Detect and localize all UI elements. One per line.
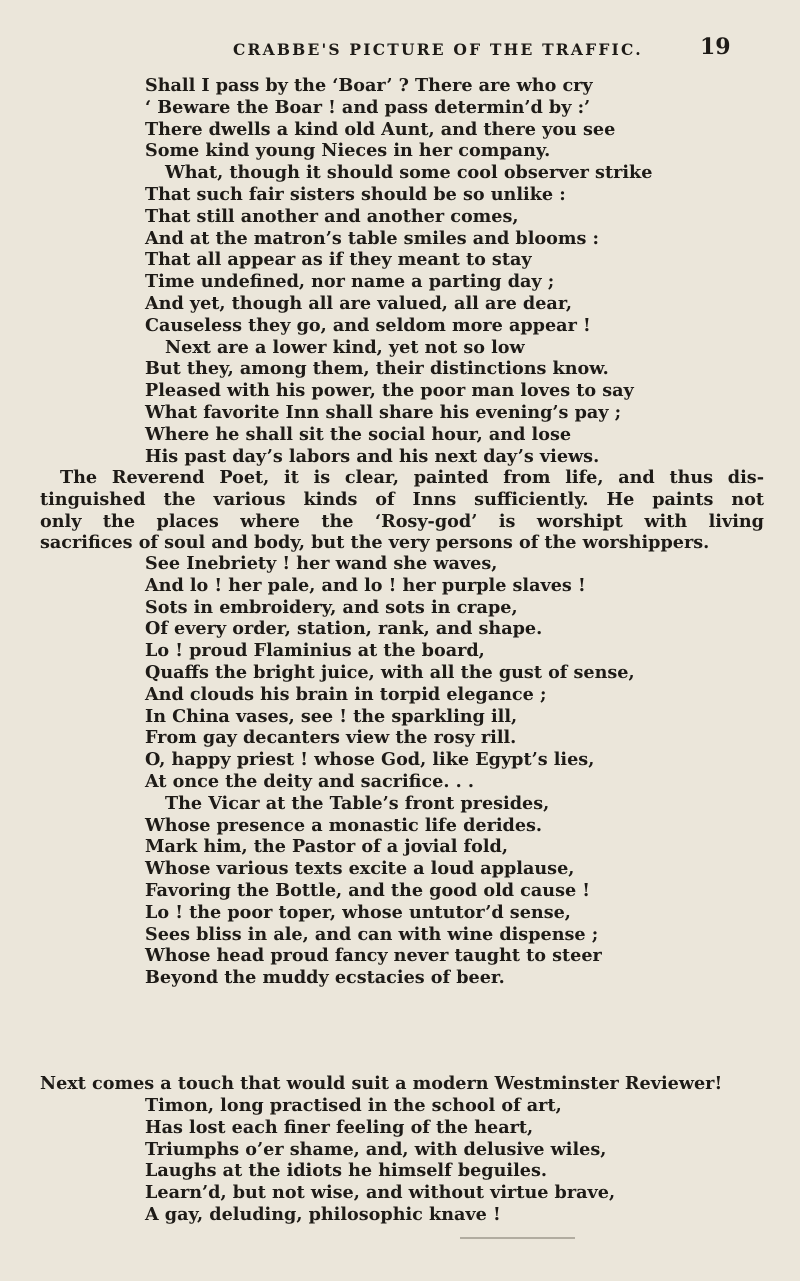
poem-line: Sees bliss in ale, and can with wine dispense ; — [145, 923, 599, 945]
poem-line: Favoring the Bottle, and the good old cause ! — [145, 879, 591, 901]
poem-line: Lo ! the poor toper, whose untutor’d sense, — [145, 901, 571, 923]
poem-line: What favorite Inn shall share his evening’s pay ; — [145, 401, 622, 423]
poem-line: Shall I pass by the ‘Boar’ ? There are who cry — [145, 75, 593, 96]
poem-line: That all appear as if they meant to stay — [145, 249, 532, 271]
poem-stanza-inebriety — [145, 553, 635, 989]
poem-line: See Inebriety ! her wand she waves, — [145, 553, 498, 574]
poem-line: O, happy priest ! whose God, like Egypt’s lies, — [145, 749, 595, 771]
poem-line: There dwells a kind old Aunt, and there you see — [145, 118, 616, 140]
poem-line: Triumphs o’er shame, and, with delusive wiles, — [145, 1138, 607, 1160]
poem-line: But they, among them, their distinctions know. — [145, 358, 609, 380]
poem-line: Of every order, station, rank, and shape. — [145, 618, 543, 640]
poem-line: Quaffs the bright juice, with all the gust of sense, — [145, 661, 635, 683]
prose-line: only the places where the ‘Rosy-god’ is worshipt with living — [40, 510, 764, 532]
poem-line: Whose presence a monastic life derides. — [145, 814, 543, 836]
prose-paragraph-commentary — [40, 467, 764, 554]
prose-line: sacrifices of soul and body, but the very persons of the worshippers. — [40, 532, 710, 554]
page-number: 19 — [700, 34, 731, 60]
poem-line: And lo ! her pale, and lo ! her purple slaves ! — [145, 574, 586, 596]
poem-line: Whose head proud fancy never taught to steer — [145, 945, 602, 967]
end-rule — [460, 1237, 575, 1239]
poem-line: And clouds his brain in torpid elegance ; — [145, 683, 547, 705]
poem-line: The Vicar at the Table’s front presides, — [165, 792, 550, 814]
poem-line: Mark him, the Pastor of a jovial fold, — [145, 836, 508, 858]
poem-line: Beyond the muddy ecstacies of beer. — [145, 967, 505, 989]
poem-line: Time undefined, nor name a parting day ; — [145, 271, 555, 293]
poem-line: Laughs at the idiots he himself beguiles. — [145, 1160, 547, 1182]
poem-line: That still another and another comes, — [145, 205, 519, 227]
poem-stanza-inns — [145, 75, 652, 467]
poem-line: Lo ! proud Flaminius at the board, — [145, 640, 485, 662]
prose-line: The Reverend Poet, it is clear, painted from life, and thus dis- — [60, 467, 764, 488]
poem-line: Next are a lower kind, yet not so low — [165, 336, 525, 358]
poem-line: Timon, long practised in the school of art, — [145, 1095, 562, 1116]
prose-line: tinguished the various kinds of Inns sufficiently. He paints not — [40, 488, 764, 510]
poem-line: That such fair sisters should be so unlike : — [145, 183, 566, 205]
poem-line: Has lost each finer feeling of the heart, — [145, 1116, 534, 1138]
poem-line: Causeless they go, and seldom more appear ! — [145, 314, 591, 336]
poem-line: And at the matron’s table smiles and blooms : — [145, 227, 600, 249]
poem-line: ‘ Beware the Boar ! and pass determin’d by :’ — [145, 96, 591, 118]
poem-stanza-timon — [145, 1095, 615, 1226]
poem-line: In China vases, see ! the sparkling ill, — [145, 705, 518, 727]
prose-paragraph-transition — [40, 1073, 764, 1095]
running-title: CRABBE'S PICTURE OF THE TRAFFIC. — [233, 40, 643, 59]
poem-line: Pleased with his power, the poor man loves to say — [145, 380, 634, 402]
poem-line: Whose various texts excite a loud applause, — [145, 858, 575, 880]
poem-line: What, though it should some cool observer strike — [165, 162, 653, 184]
page-header — [0, 34, 800, 64]
poem-line: Some kind young Nieces in her company. — [145, 140, 551, 162]
prose-line: Next comes a touch that would suit a modern Westminster Reviewer! — [40, 1073, 723, 1094]
poem-line: At once the deity and sacrifice. . . — [145, 770, 474, 792]
poem-line: And yet, though all are valued, all are dear, — [145, 292, 572, 314]
poem-line: A gay, deluding, philosophic knave ! — [145, 1203, 501, 1225]
poem-line: From gay decanters view the rosy rill. — [145, 727, 517, 749]
poem-line: His past day’s labors and his next day’s views. — [145, 445, 600, 467]
poem-line: Sots in embroidery, and sots in crape, — [145, 596, 518, 618]
poem-line: Learn’d, but not wise, and without virtue brave, — [145, 1182, 616, 1204]
poem-line: Where he shall sit the social hour, and lose — [145, 423, 572, 445]
